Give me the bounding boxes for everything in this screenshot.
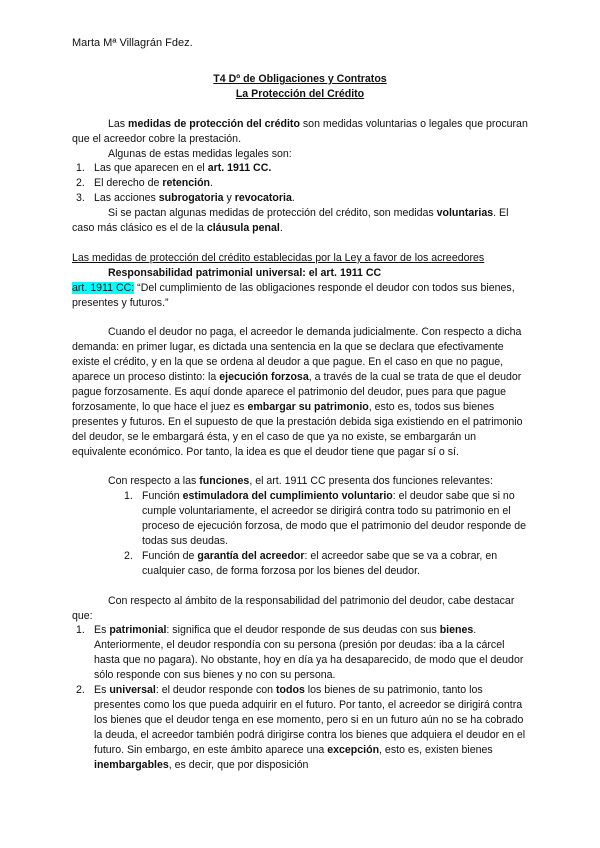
list-item: 2. Función de garantía del acreedor: el acreedor sabe que se va a cobrar, en cualquier caso, de forma forzosa por los bienes del deudor. bbox=[124, 549, 498, 577]
enforcement-paragraph: Cuando el deudor no paga, el acreedor le demanda judicialmente. Con respecto a dicha demanda: en primer lugar, es dictada una sentencia en la que se declara que efectivamente existe el crédito, y en la que se ordena al deudor a que pague. En el caso en que no pague, aparece un proceso distinto: la ejecución forzosa, a través de la cual se trata de que el deudor pague forzosamente. Es aquí donde aparece el patrimonio del deudor, pues para que pague forzosamente, lo que hace el juez es embargar su patrimonio, esto es, todos sus bienes presentes y futuros. En el supuesto de que la prestación debida siga existiendo en el patrimonio del deudor, se le embargará ésta, y en el caso de que ya no existe, se embargarán un equivalente económico. Por tanto, la idea es que el deudor tiene que pagar sí o sí. bbox=[72, 326, 523, 458]
document-title-line2: La Protección del Crédito bbox=[235, 87, 365, 100]
article-label-highlight: art. 1911 CC: bbox=[72, 281, 135, 294]
legal-measures-intro: Algunas de estas medidas legales son: bbox=[108, 147, 292, 160]
author-header: Marta Mª Villagrán Fdez. bbox=[72, 37, 193, 49]
subsection-heading: Responsabilidad patrimonial universal: el art. 1911 CC bbox=[108, 266, 382, 279]
list-item: 2. El derecho de retención. bbox=[76, 177, 213, 190]
list-item: 1. Las que aparecen en el art. 1911 CC. bbox=[76, 162, 272, 175]
list-item: 1. Función estimuladora del cumplimiento voluntario: el deudor sabe que si no cumple voluntariamente, el acreedor se dirigirá contra todo su patrimonio en el proceso de ejecución forzosa, de modo que el patrimonio del deudor responde de todas sus deudas. bbox=[124, 490, 526, 548]
scope-list bbox=[72, 623, 528, 772]
document-body bbox=[72, 72, 528, 773]
scope-intro: Con respecto al ámbito de la responsabilidad del patrimonio del deudor, cabe destacar que: bbox=[72, 594, 515, 622]
intro-paragraph: Las medidas de protección del crédito son medidas voluntarias o legales que procuran que el acreedor cobre la prestación. bbox=[72, 117, 528, 145]
legal-measures-list bbox=[72, 161, 528, 206]
section-heading: Las medidas de protección del crédito establecidas por la Ley a favor de los acreedores bbox=[72, 251, 485, 264]
list-item: 3. Las acciones subrogatoria y revocatoria. bbox=[76, 192, 295, 205]
voluntary-measures-paragraph: Si se pactan algunas medidas de protección del crédito, son medidas voluntarias. El caso más clásico es el de la cláusula penal. bbox=[72, 207, 509, 235]
document-title-line1: T4 Dº de Obligaciones y Contratos bbox=[213, 73, 387, 85]
functions-list bbox=[72, 489, 528, 578]
list-item: 1. Es patrimonial: significa que el deudor responde de sus deudas con sus bienes. Anteriormente, el deudor respondía con su persona (presión por deudas: iba a la cárcel hasta que no pagara). No obstante, hoy en día ya ha desaparecido, de modo que el deudor sólo responde con sus bienes y no con su persona. bbox=[76, 624, 524, 682]
functions-intro: Con respecto a las funciones, el art. 1911 CC presenta dos funciones relevantes: bbox=[108, 475, 493, 488]
article-quote: art. 1911 CC: “Del cumplimiento de las obligaciones responde el deudor con todos sus bienes, presentes y futuros.” bbox=[72, 281, 515, 309]
list-item: 2. Es universal: el deudor responde con todos los bienes de su patrimonio, tanto los presentes como los que pueda adquirir en el futuro. Por tanto, el acreedor se dirigirá contra los bienes que el deudor tenga en ese momento, pero si en un futuro aún no se ha cobrado la deuda, el acreedor también podrá dirigirse contra los bienes que adquiera el deudor en el futuro. Sin embargo, en este ámbito aparece una excepción, esto es, existen bienes inembargables, es decir, que por disposición bbox=[76, 684, 526, 771]
